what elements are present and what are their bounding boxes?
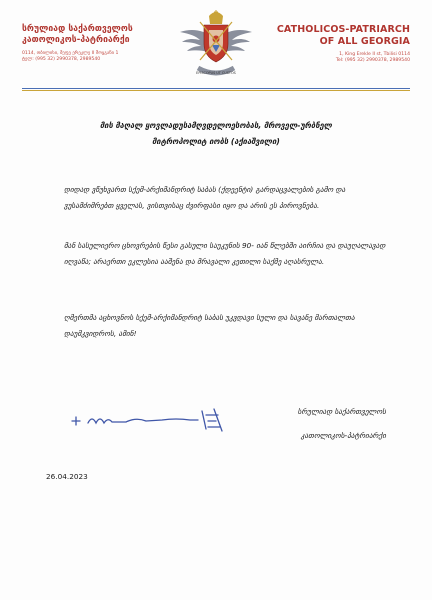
addressee-line1: მის მაღალ ყოვლადუსამღვდელოესობას, მროველ-ურბნელ xyxy=(100,121,332,130)
header-left-title-line2: კათოლიკოს-პატრიარქი xyxy=(22,35,130,45)
signature-title-line1: სრულიად საქართველოს xyxy=(297,407,386,416)
letter-paragraph-1: დიდად ვწუხვართ სქემ-არქიმანდრიტ საბას (ქდეენტი) გარდაცვალების გამო და ვუსამძიმრებთ ყველას, ვისთვისაც ძვირფასი იყო და არის ეს პიროვნება. xyxy=(64,185,346,210)
header-left-address-line2: ტელ: (995 32) 2990378, 2989540 xyxy=(22,57,101,63)
handwritten-signature xyxy=(66,405,236,433)
letter-paragraph-3: ღმერთმა აცხოვნოს სქემ-არქიმანდრიტ საბას უკვდავი სული და სავანე მართალთა დაუმკვიდროს, ამინ! xyxy=(64,313,355,338)
header-right-address xyxy=(260,52,410,64)
header-right xyxy=(260,24,410,64)
addressee-line2: მიტროპოლიტ იობს (აქიაშვილი) xyxy=(152,137,280,146)
header-divider-gold xyxy=(22,90,410,91)
header-left-title-line1: სრულიად საქართველოს xyxy=(22,24,133,34)
header-left-address xyxy=(22,51,172,63)
header-right-title-line1: CATHOLICOS-PATRIARCH xyxy=(276,24,410,35)
header-left xyxy=(22,24,172,63)
header-right-title-line2: OF ALL GEORGIA xyxy=(319,35,410,47)
emblem-motto: EPISCOPUS UT CUSTOS xyxy=(196,71,236,75)
patriarchate-emblem-icon xyxy=(176,8,256,88)
header-right-address-line1: 1, King Erekle II st, Tbilisi 0114 xyxy=(339,52,410,57)
header-left-title xyxy=(22,24,172,46)
signature-title xyxy=(236,400,386,448)
letter-date: 26.04.2023 xyxy=(46,472,88,481)
header-divider-blue xyxy=(22,88,410,89)
letter-paragraph-2: მან სასულიერო ცხოვრების წესი გასული საუკუნის 90- იან წლებში აირჩია და დაუღალავად იღვაწა; არაერთი ეკლესია ააშენა და მრავალი კეთილი საქმე აღასრულა. xyxy=(64,241,386,266)
header-right-title xyxy=(260,24,410,47)
letter-addressee xyxy=(40,118,392,150)
header-left-address-line1: 0114, თბილისი, მეფე ერეკლე II შოყგანი 1 xyxy=(22,51,119,56)
signature-title-line2: კათოლიკოს-პატრიარქი xyxy=(300,431,386,440)
header-right-address-line2: Tel: (995 32) 2990378, 2989540 xyxy=(335,58,410,64)
